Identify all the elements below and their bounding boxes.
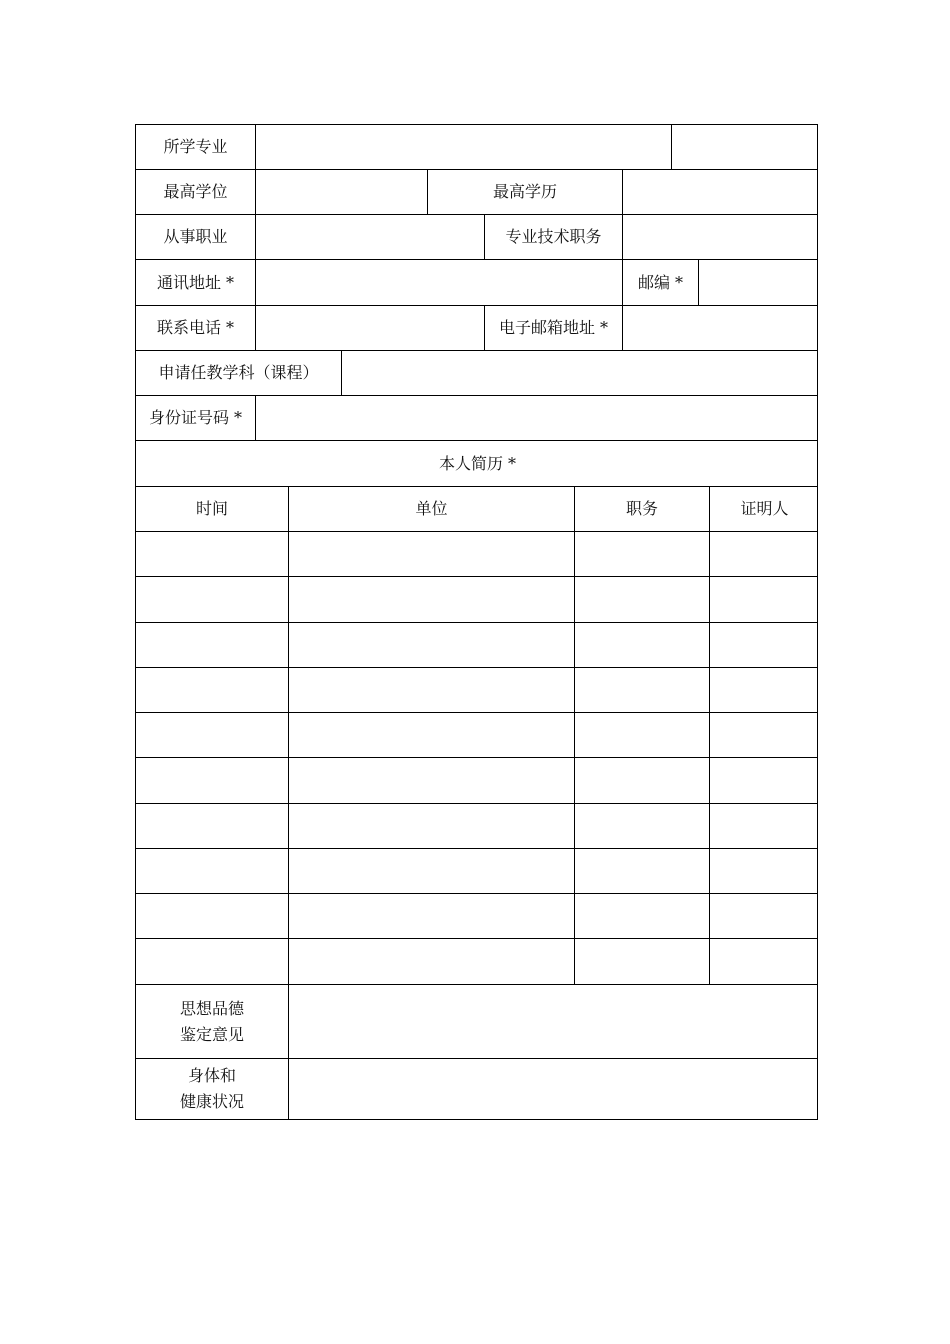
resume-time-field[interactable]	[136, 894, 289, 938]
resume-time-field[interactable]	[136, 713, 289, 757]
health-label-line1: 身体和	[187, 1066, 236, 1085]
health-status-label	[136, 1059, 289, 1119]
row-id	[136, 396, 817, 441]
resume-unit-field[interactable]	[289, 849, 575, 893]
resume-position-field[interactable]	[575, 713, 710, 757]
resume-row	[136, 668, 817, 713]
resume-row	[136, 532, 817, 577]
resume-unit-field[interactable]	[289, 939, 575, 984]
resume-position-field[interactable]	[575, 894, 710, 938]
postcode-field[interactable]	[699, 260, 819, 305]
postcode-label: 邮编 *	[623, 260, 699, 305]
moral-label-line2: 鉴定意见	[179, 1024, 244, 1044]
resume-position-field[interactable]	[575, 849, 710, 893]
resume-witness-field[interactable]	[710, 532, 819, 576]
resume-title: 本人简历 *	[438, 453, 517, 473]
resume-position-field[interactable]	[575, 668, 710, 712]
moral-appraisal-field[interactable]	[289, 985, 819, 1058]
resume-unit-field[interactable]	[289, 804, 575, 848]
major-label: 所学专业	[136, 125, 256, 169]
resume-witness-field[interactable]	[710, 894, 819, 938]
resume-position-field[interactable]	[575, 939, 710, 984]
resume-header-row	[136, 487, 817, 532]
id-field[interactable]	[256, 396, 819, 440]
resume-col-position: 职务	[575, 487, 710, 531]
resume-col-time: 时间	[136, 487, 289, 531]
email-label: 电子邮箱地址 *	[485, 306, 623, 350]
resume-row	[136, 758, 817, 804]
row-health-status	[136, 1059, 817, 1119]
resume-time-field[interactable]	[136, 758, 289, 803]
resume-witness-field[interactable]	[710, 623, 819, 667]
resume-unit-field[interactable]	[289, 668, 575, 712]
resume-position-field[interactable]	[575, 758, 710, 803]
resume-row	[136, 623, 817, 668]
moral-appraisal-label	[136, 985, 289, 1058]
resume-witness-field[interactable]	[710, 758, 819, 803]
health-status-field[interactable]	[289, 1059, 819, 1119]
resume-position-field[interactable]	[575, 623, 710, 667]
resume-time-field[interactable]	[136, 804, 289, 848]
resume-unit-field[interactable]	[289, 894, 575, 938]
resume-witness-field[interactable]	[710, 713, 819, 757]
email-field[interactable]	[623, 306, 819, 350]
resume-time-field[interactable]	[136, 623, 289, 667]
occupation-label: 从事职业	[136, 215, 256, 259]
row-address	[136, 260, 817, 306]
resume-witness-field[interactable]	[710, 577, 819, 622]
address-field[interactable]	[256, 260, 623, 305]
row-major	[136, 125, 817, 170]
highest-degree-label: 最高学位	[136, 170, 256, 214]
row-occupation	[136, 215, 817, 260]
major-field[interactable]	[256, 125, 672, 169]
moral-label-line1: 思想品德	[179, 998, 244, 1018]
resume-row	[136, 939, 817, 985]
address-label: 通讯地址 *	[136, 260, 256, 305]
resume-time-field[interactable]	[136, 939, 289, 984]
resume-position-field[interactable]	[575, 577, 710, 622]
resume-time-field[interactable]	[136, 849, 289, 893]
resume-col-unit: 单位	[289, 487, 575, 531]
resume-row	[136, 894, 817, 939]
id-label: 身份证号码 *	[136, 396, 256, 440]
resume-time-field[interactable]	[136, 668, 289, 712]
row-subject	[136, 351, 817, 396]
professional-title-field[interactable]	[623, 215, 819, 259]
resume-witness-field[interactable]	[710, 804, 819, 848]
teacher-application-form	[135, 124, 818, 1120]
resume-unit-field[interactable]	[289, 577, 575, 622]
resume-witness-field[interactable]	[710, 668, 819, 712]
row-resume-title	[136, 441, 817, 487]
resume-unit-field[interactable]	[289, 758, 575, 803]
row-contact	[136, 306, 817, 351]
row-moral-appraisal	[136, 985, 817, 1059]
resume-position-field[interactable]	[575, 804, 710, 848]
resume-unit-field[interactable]	[289, 532, 575, 576]
highest-degree-field[interactable]	[256, 170, 428, 214]
resume-row	[136, 577, 817, 623]
photo-cell[interactable]	[672, 125, 819, 169]
resume-witness-field[interactable]	[710, 939, 819, 984]
phone-field[interactable]	[256, 306, 485, 350]
highest-education-label: 最高学历	[428, 170, 623, 214]
resume-position-field[interactable]	[575, 532, 710, 576]
resume-witness-field[interactable]	[710, 849, 819, 893]
resume-unit-field[interactable]	[289, 623, 575, 667]
professional-title-label: 专业技术职务	[485, 215, 623, 259]
resume-time-field[interactable]	[136, 577, 289, 622]
row-degree	[136, 170, 817, 215]
resume-col-witness: 证明人	[740, 499, 789, 518]
highest-education-field[interactable]	[623, 170, 819, 214]
health-label-line2: 健康状况	[179, 1092, 244, 1111]
resume-unit-field[interactable]	[289, 713, 575, 757]
phone-label: 联系电话 *	[136, 306, 256, 350]
resume-row	[136, 849, 817, 894]
resume-row	[136, 713, 817, 758]
subject-field[interactable]	[342, 351, 819, 395]
resume-time-field[interactable]	[136, 532, 289, 576]
subject-label: 申请任教学科（课程）	[136, 351, 342, 395]
resume-row	[136, 804, 817, 849]
occupation-field[interactable]	[256, 215, 485, 259]
